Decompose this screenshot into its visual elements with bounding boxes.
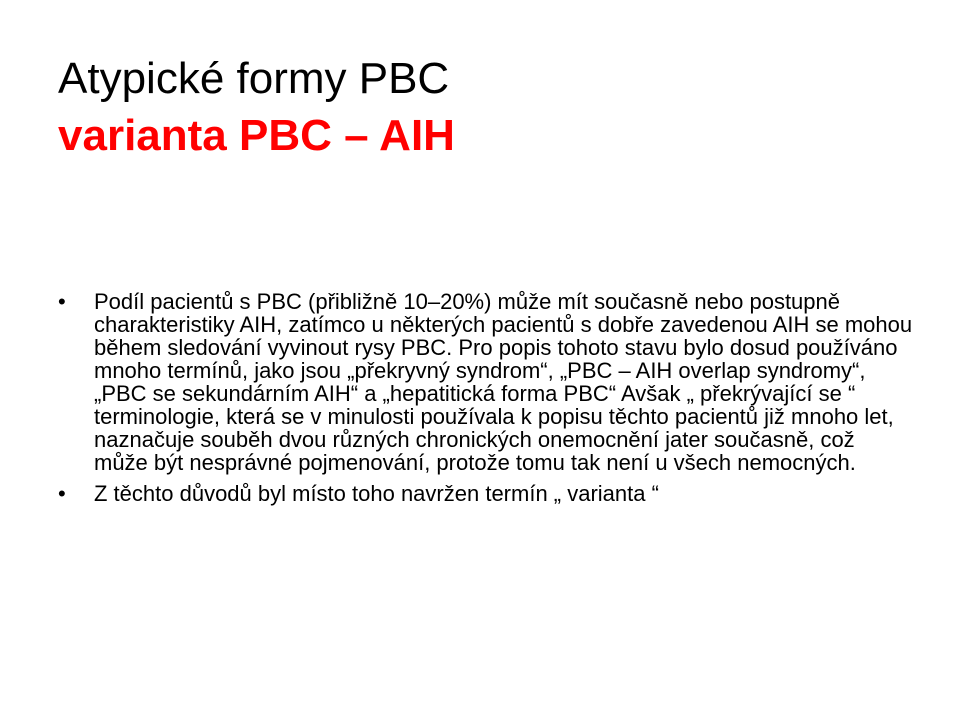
bullet-text: Podíl pacientů s PBC (přibližně 10–20%) může mít současně nebo postupně charakteristiky AIH, zatímco u některých pacientů s dobře zavedenou AIH se mohou během sledování vyvinout rysy PBC. Pro popis tohoto stavu bylo dosud používáno mnoho termínů, jako jsou „překryvný syndrom“, „PBC – AIH overlap syndromy“, „PBC se sekundárním AIH“ a „hepatitická forma PBC“ Avšak „ překrývající se “ terminologie, která se v minulosti používala k popisu těchto pacientů již mnoho let, naznačuje souběh dvou různých chronických onemocnění jater současně, což může být nesprávné pojmenování, protože tomu tak není u všech nemocných.: [94, 289, 913, 475]
bullet-text: Z těchto důvodů byl místo toho navržen termín „ varianta “: [94, 481, 659, 506]
bullet-icon: •: [58, 481, 66, 506]
slide-subtitle: varianta PBC – AIH: [58, 111, 455, 160]
title-block: [58, 50, 918, 164]
bullet-icon: •: [58, 289, 66, 314]
slide-title: Atypické formy PBC: [58, 54, 450, 103]
list-item: [58, 290, 918, 474]
list-item: [58, 482, 918, 505]
bullet-list: [58, 290, 918, 513]
